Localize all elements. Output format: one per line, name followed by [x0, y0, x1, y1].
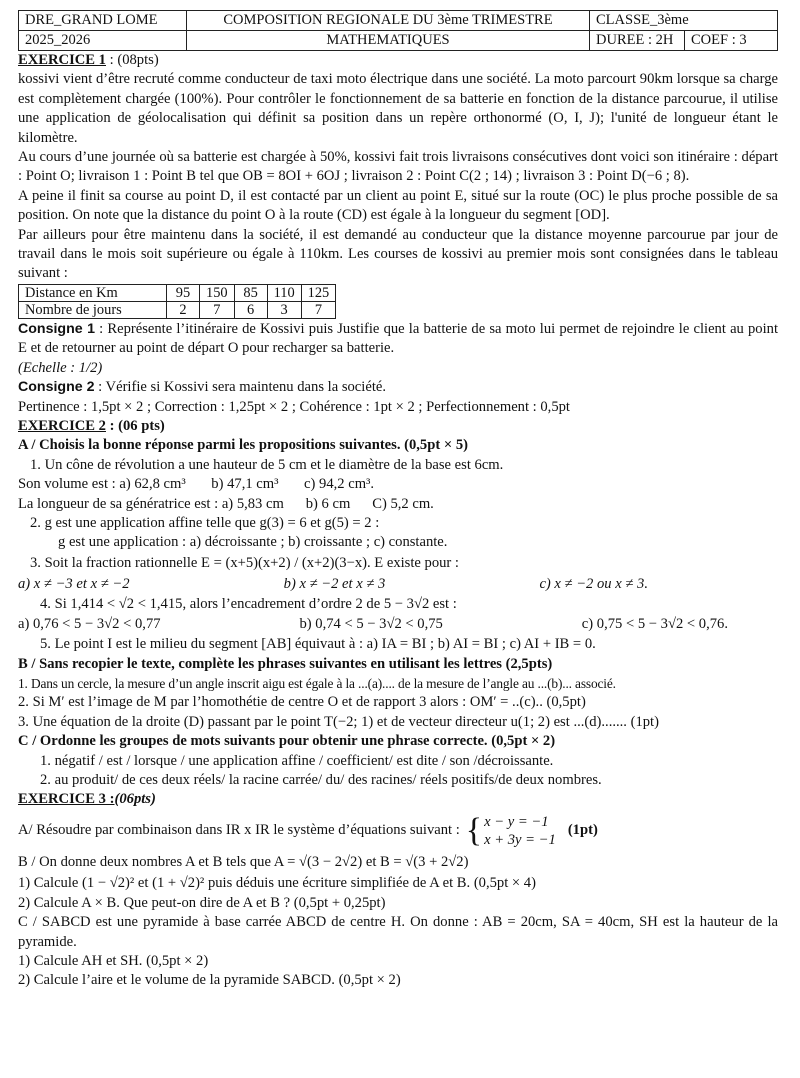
- table-row: [19, 301, 336, 318]
- header-classe: CLASSE_3ème: [590, 11, 778, 31]
- answer-option: a) 5,83 cm: [221, 495, 284, 512]
- ex1-paragraph-3: A peine il finit sa course au point D, il est contacté par un client au point E, situé sur la route (OC) le plus proche possible de sa position. On note que la distance du point O à la route (CD) est égale à la longueur du segment [OD].: [18, 187, 778, 224]
- ex2-q5: 5. Le point I est le milieu du segment [AB] équivaut à : a) IA = BI ; b) AI = BI ; c) AI + IB = 0.: [40, 636, 596, 653]
- ex1-paragraph-1: kossivi vient d’être recruté comme conducteur de taxi moto électrique dans une société. La moto parcourt 90km lorsque sa charge est complètement chargée (100%). Pour contrôler le fonctionnement de sa batterie en fonction de la distance parcourue, il utilise une application de géolocalisation qui définit sa position dans un repère orthonormé (O, I, J); l'unité de longueur étant le kilomètre.: [18, 71, 778, 146]
- answer-option: b) 6 cm: [305, 495, 351, 512]
- answer-option: b) x ≠ −2 et x ≠ 3: [283, 575, 386, 592]
- ex2-b2: 2. Si M′ est l’image de M par l’homothétie de centre O et de rapport 3 alors : OM′ = ..(c).. (0,5pt): [18, 694, 586, 711]
- ex2-c1: 1. négatif / est / lorsque / une application affine / coefficient/ est dite / son /décroissante.: [40, 752, 554, 769]
- header-dre: DRE_GRAND LOME: [19, 11, 187, 31]
- ex2-q1-volume: [18, 475, 778, 494]
- ex2-section-b-title: B / Sans recopier le texte, complète les phrases suivantes en utilisant les lettres (2,5pts): [18, 655, 553, 672]
- ex2-points: : (06 pts): [105, 417, 165, 434]
- ex2-q1-generatrice: [18, 495, 778, 514]
- consigne-1: [18, 320, 778, 359]
- ex3-c: C / SABCD est une pyramide à base carrée ABCD de centre H. On donne : AB = 20cm, SA = 40cm, SH est la hauteur de la pyramide.: [18, 914, 778, 950]
- ex3-heading: [18, 790, 778, 809]
- ex3-b1: 1) Calcule (1 − √2)² et (1 + √2)² puis déduis une écriture simplifiée de A et B. (0,5pt × 4): [18, 874, 536, 891]
- ex2-heading: [18, 417, 778, 436]
- ex3-points: (06pts): [114, 791, 156, 808]
- answer-option: c) 94,2 cm³.: [304, 476, 375, 493]
- ex2-q1-volume-label: Son volume est :: [18, 476, 120, 493]
- ex3-b: B / On donne deux nombres A et B tels que A = √(3 − 2√2) et B = √(3 + 2√2): [18, 853, 469, 870]
- answer-option: b) 47,1 cm³: [211, 476, 279, 493]
- ex3-c1: 1) Calcule AH et SH. (0,5pt × 2): [18, 953, 209, 970]
- header-coef: COEF : 3: [685, 31, 778, 51]
- table-row: [19, 284, 336, 301]
- ex2-c2: 2. au produit/ de ces deux réels/ la racine carrée/ du/ des racines/ réels positifs/de deux nombres.: [40, 772, 602, 788]
- ex2-section-c-title: C / Ordonne les groupes de mots suivants pour obtenir une phrase correcte. (0,5pt × 2): [18, 733, 556, 750]
- answer-option: C) 5,2 cm.: [372, 495, 434, 512]
- ex2-q2-options: g est une application : a) décroissante ; b) croissante ; c) constante.: [58, 534, 448, 551]
- table-cell: 110: [267, 284, 301, 301]
- ex2-q1-generatrice-label: La longueur de sa génératrice est :: [18, 495, 222, 512]
- ex2-title: EXERCICE 2: [18, 417, 106, 434]
- exam-page: [18, 0, 778, 991]
- equation-system: [484, 813, 556, 849]
- consigne-2-label: Consigne 2: [18, 379, 95, 396]
- table-cell: 6: [234, 301, 267, 318]
- consigne-2: [18, 378, 778, 397]
- ex1-points: : (08pts): [105, 52, 159, 68]
- answer-option: c) 0,75 < 5 − 3√2 < 0,76.: [581, 616, 728, 633]
- ex1-paragraph-2: Au cours d’une journée où sa batterie est chargée à 50%, kossivi fait trois livraisons consécutives dont voici son itinéraire : départ : Point O; livraison 1 : Point B tel que OB = 8OI + 6OJ ; livraison 2 : Point C(2 ; 14) ; livraison 3 : Point D(−6 ; 8).: [18, 149, 778, 185]
- consigne-1-text: : Représente l’itinéraire de Kossivi puis Justifie que la batterie de sa moto lui permet de rejoindre le client au point E et de retourner au point de départ O pour recharger sa batterie.: [18, 320, 779, 357]
- ex3-a-points: (1pt): [567, 822, 598, 839]
- ex2-q3-options: [18, 574, 778, 595]
- table-cell: 85: [234, 284, 267, 301]
- ex3-title: EXERCICE 3 :: [18, 791, 115, 808]
- ex3-b2: 2) Calcule A × B. Que peut-on dire de A et B ? (0,5pt + 0,25pt): [18, 894, 386, 911]
- ex2-q3: 3. Soit la fraction rationnelle E = (x+5)(x+2) / (x+2)(3−x). E existe pour :: [30, 554, 459, 571]
- header-year: 2025_2026: [19, 31, 187, 51]
- table-cell: 7: [301, 301, 336, 318]
- system-brace: {: [465, 811, 483, 849]
- echelle: (Echelle : 1/2): [18, 359, 103, 376]
- answer-option: a) 62,8 cm³: [119, 476, 186, 493]
- answer-option: a) 0,76 < 5 − 3√2 < 0,77: [18, 616, 161, 633]
- ex1-paragraph-4: Par ailleurs pour être maintenu dans la société, il est demandé au conducteur que la distance moyenne parcourue par jour de travail dans le mois soit supérieure ou égale à 110km. Les courses de kossivi au premier mois sont consignées dans le tableau suivant :: [18, 226, 778, 282]
- equation-2: x + 3y = −1: [484, 831, 556, 848]
- table-cell: 125: [301, 284, 336, 301]
- exam-header-table: [18, 10, 778, 51]
- ex2-q2: 2. g est une application affine telle que g(3) = 6 et g(5) = 2 :: [30, 514, 380, 531]
- distance-table: [18, 284, 336, 319]
- header-composition: COMPOSITION REGIONALE DU 3ème TRIMESTRE: [187, 11, 590, 31]
- ex2-b1: 1. Dans un cercle, la mesure d’un angle inscrit aigu est égale à la ...(a).... de la mesure de l’angle au ...(b)... associé.: [18, 675, 616, 691]
- table-cell: 7: [200, 301, 235, 318]
- equation-1: x − y = −1: [484, 813, 549, 830]
- consigne-2-text: : Vérifie si Kossivi sera maintenu dans la société.: [94, 379, 387, 396]
- ex2-b3: 3. Une équation de la droite (D) passant par le point T(−2; 1) et de vecteur directeur u(1; 2) est ...(d)....... (1pt): [18, 713, 659, 730]
- table-row-label: Nombre de jours: [19, 301, 167, 318]
- ex2-q4-options: [18, 614, 778, 635]
- header-subject: MATHEMATIQUES: [187, 31, 590, 51]
- ex3-a: [18, 810, 778, 852]
- header-duree: DUREE : 2H: [590, 31, 685, 51]
- table-cell: 95: [167, 284, 200, 301]
- ex2-q1: 1. Un cône de révolution a une hauteur de 5 cm et le diamètre de la base est 6cm.: [30, 456, 504, 473]
- answer-option: b) 0,74 < 5 − 3√2 < 0,75: [299, 616, 443, 633]
- ex3-a-text: A/ Résoudre par combinaison dans IR x IR le système d’équations suivant :: [18, 822, 460, 839]
- ex1-title: EXERCICE 1: [18, 52, 106, 68]
- table-cell: 150: [200, 284, 235, 301]
- ex1-heading: [18, 51, 778, 70]
- bareme: Pertinence : 1,5pt × 2 ; Correction : 1,25pt × 2 ; Cohérence : 1pt × 2 ; Perfectionnement : 0,5pt: [18, 398, 570, 415]
- consigne-1-label: Consigne 1: [18, 320, 95, 337]
- table-row-label: Distance en Km: [19, 284, 167, 301]
- table-cell: 2: [167, 301, 200, 318]
- ex2-q4: 4. Si 1,414 < √2 < 1,415, alors l’encadrement d’ordre 2 de 5 − 3√2 est :: [40, 595, 457, 612]
- table-cell: 3: [267, 301, 301, 318]
- answer-option: c) x ≠ −2 ou x ≠ 3.: [539, 575, 648, 592]
- ex2-section-a-title: A / Choisis la bonne réponse parmi les propositions suivantes. (0,5pt × 5): [18, 437, 468, 454]
- ex3-c2: 2) Calcule l’aire et le volume de la pyramide SABCD. (0,5pt × 2): [18, 972, 401, 989]
- answer-option: a) x ≠ −3 et x ≠ −2: [18, 575, 130, 592]
